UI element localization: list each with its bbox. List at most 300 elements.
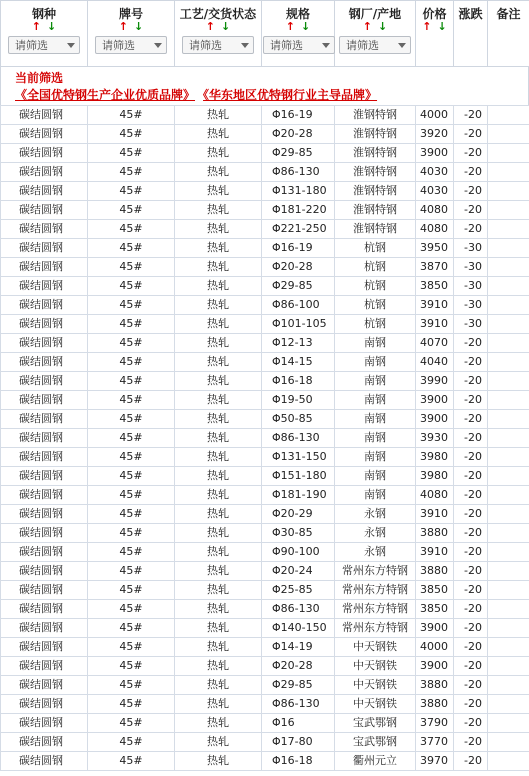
cell-steel_type: 碳结圆钢 [1, 467, 88, 486]
cell-process: 热轧 [175, 220, 262, 239]
cell-price: 3910 [416, 296, 454, 315]
cell-grade: 45# [88, 695, 175, 714]
cell-grade: 45# [88, 372, 175, 391]
cell-note [488, 334, 529, 353]
sort-desc-icon[interactable]: ↓ [437, 20, 447, 33]
cell-note [488, 657, 529, 676]
cell-note [488, 201, 529, 220]
cell-steel_type: 碳结圆钢 [1, 315, 88, 334]
header-title: 规格 [285, 7, 310, 21]
cell-grade: 45# [88, 638, 175, 657]
cell-note [488, 220, 529, 239]
cell-mill: 南钢 [335, 486, 416, 505]
cell-process: 热轧 [175, 638, 262, 657]
cell-process: 热轧 [175, 752, 262, 771]
cell-process: 热轧 [175, 125, 262, 144]
cell-change: -20 [454, 448, 488, 467]
table-row [1, 372, 529, 391]
cell-steel_type: 碳结圆钢 [1, 277, 88, 296]
cell-change: -20 [454, 695, 488, 714]
filter-links [15, 86, 528, 103]
cell-process: 热轧 [175, 239, 262, 258]
cell-mill: 淮钢特钢 [335, 144, 416, 163]
cell-spec: Φ181-190 [262, 486, 335, 505]
cell-spec: Φ140-150 [262, 619, 335, 638]
cell-process: 热轧 [175, 657, 262, 676]
cell-steel_type: 碳结圆钢 [1, 201, 88, 220]
cell-grade: 45# [88, 543, 175, 562]
cell-steel_type: 碳结圆钢 [1, 752, 88, 771]
cell-note [488, 163, 529, 182]
cell-process: 热轧 [175, 277, 262, 296]
cell-spec: Φ20-28 [262, 125, 335, 144]
cell-change: -20 [454, 657, 488, 676]
cell-steel_type: 碳结圆钢 [1, 448, 88, 467]
cell-change: -20 [454, 676, 488, 695]
cell-steel_type: 碳结圆钢 [1, 144, 88, 163]
cell-mill: 南钢 [335, 410, 416, 429]
cell-note [488, 581, 529, 600]
cell-mill: 淮钢特钢 [335, 182, 416, 201]
sort-desc-icon[interactable]: ↓ [301, 20, 311, 33]
cell-change: -20 [454, 505, 488, 524]
table-row [1, 714, 529, 733]
cell-change: -20 [454, 106, 488, 125]
cell-spec: Φ86-130 [262, 429, 335, 448]
cell-change: -20 [454, 334, 488, 353]
cell-change: -20 [454, 372, 488, 391]
cell-price: 3880 [416, 562, 454, 581]
table-row [1, 144, 529, 163]
cell-steel_type: 碳结圆钢 [1, 258, 88, 277]
cell-note [488, 733, 529, 752]
cell-spec: Φ14-15 [262, 353, 335, 372]
cell-price: 3930 [416, 429, 454, 448]
cell-process: 热轧 [175, 182, 262, 201]
cell-process: 热轧 [175, 353, 262, 372]
cell-mill: 宝武鄂钢 [335, 733, 416, 752]
cell-note [488, 524, 529, 543]
cell-process: 热轧 [175, 562, 262, 581]
cell-mill: 中天钢铁 [335, 657, 416, 676]
cell-spec: Φ181-220 [262, 201, 335, 220]
table-row [1, 182, 529, 201]
cell-spec: Φ16-19 [262, 106, 335, 125]
cell-spec: Φ29-85 [262, 676, 335, 695]
table-row [1, 353, 529, 372]
cell-change: -20 [454, 353, 488, 372]
cell-change: -30 [454, 315, 488, 334]
cell-price: 3770 [416, 733, 454, 752]
cell-mill: 杭钢 [335, 258, 416, 277]
cell-mill: 中天钢铁 [335, 676, 416, 695]
cell-process: 热轧 [175, 695, 262, 714]
table-row [1, 258, 529, 277]
cell-change: -20 [454, 638, 488, 657]
header-title: 钢厂/产地 [348, 7, 402, 21]
cell-price: 3910 [416, 505, 454, 524]
cell-spec: Φ90-100 [262, 543, 335, 562]
cell-process: 热轧 [175, 733, 262, 752]
cell-price: 4030 [416, 163, 454, 182]
cell-steel_type: 碳结圆钢 [1, 714, 88, 733]
cell-spec: Φ20-29 [262, 505, 335, 524]
cell-process: 热轧 [175, 619, 262, 638]
cell-steel_type: 碳结圆钢 [1, 733, 88, 752]
cell-process: 热轧 [175, 486, 262, 505]
cell-steel_type: 碳结圆钢 [1, 391, 88, 410]
cell-note [488, 486, 529, 505]
cell-change: -20 [454, 486, 488, 505]
cell-change: -20 [454, 752, 488, 771]
cell-mill: 杭钢 [335, 296, 416, 315]
cell-process: 热轧 [175, 581, 262, 600]
cell-price: 3920 [416, 125, 454, 144]
cell-change: -20 [454, 144, 488, 163]
header-process [175, 1, 262, 67]
cell-price: 3880 [416, 524, 454, 543]
sort-asc-icon[interactable]: ↑ [118, 20, 128, 33]
cell-grade: 45# [88, 315, 175, 334]
header-title: 涨跌 [458, 7, 483, 21]
sort-asc-icon[interactable]: ↑ [422, 20, 432, 33]
cell-steel_type: 碳结圆钢 [1, 619, 88, 638]
cell-process: 热轧 [175, 714, 262, 733]
cell-change: -20 [454, 524, 488, 543]
header-title: 价格 [422, 7, 447, 21]
cell-note [488, 467, 529, 486]
cell-note [488, 505, 529, 524]
filter-select-process[interactable]: 请筛选 [182, 36, 254, 54]
cell-price: 3900 [416, 410, 454, 429]
cell-price: 4000 [416, 638, 454, 657]
filter-select-mill[interactable]: 请筛选 [339, 36, 411, 54]
chevron-down-icon [241, 43, 249, 48]
cell-mill: 衢州元立 [335, 752, 416, 771]
cell-mill: 淮钢特钢 [335, 106, 416, 125]
cell-steel_type: 碳结圆钢 [1, 562, 88, 581]
cell-price: 3950 [416, 239, 454, 258]
cell-process: 热轧 [175, 429, 262, 448]
header-mill [335, 1, 416, 67]
cell-process: 热轧 [175, 524, 262, 543]
cell-note [488, 543, 529, 562]
cell-change: -20 [454, 391, 488, 410]
cell-grade: 45# [88, 410, 175, 429]
filter-select-steel-type[interactable]: 请筛选 [8, 36, 80, 54]
cell-mill: 南钢 [335, 448, 416, 467]
header-title: 牌号 [118, 7, 143, 21]
table-row [1, 201, 529, 220]
cell-spec: Φ12-13 [262, 334, 335, 353]
cell-change: -20 [454, 429, 488, 448]
table-row [1, 106, 529, 125]
cell-spec: Φ20-28 [262, 258, 335, 277]
cell-process: 热轧 [175, 315, 262, 334]
cell-grade: 45# [88, 714, 175, 733]
cell-spec: Φ29-85 [262, 277, 335, 296]
table-row [1, 410, 529, 429]
cell-steel_type: 碳结圆钢 [1, 657, 88, 676]
cell-steel_type: 碳结圆钢 [1, 334, 88, 353]
sort-desc-icon[interactable]: ↓ [221, 20, 231, 33]
cell-process: 热轧 [175, 391, 262, 410]
cell-grade: 45# [88, 486, 175, 505]
cell-spec: Φ131-180 [262, 182, 335, 201]
cell-process: 热轧 [175, 676, 262, 695]
cell-price: 3790 [416, 714, 454, 733]
sort-asc-icon[interactable]: ↑ [285, 20, 295, 33]
cell-mill: 淮钢特钢 [335, 220, 416, 239]
cell-spec: Φ151-180 [262, 467, 335, 486]
cell-note [488, 315, 529, 334]
cell-price: 4070 [416, 334, 454, 353]
cell-price: 3980 [416, 467, 454, 486]
cell-price: 3900 [416, 619, 454, 638]
cell-spec: Φ86-130 [262, 163, 335, 182]
cell-note [488, 372, 529, 391]
cell-change: -20 [454, 125, 488, 144]
cell-spec: Φ14-19 [262, 638, 335, 657]
cell-grade: 45# [88, 239, 175, 258]
cell-mill: 南钢 [335, 372, 416, 391]
sort-asc-icon[interactable]: ↑ [31, 20, 41, 33]
cell-note [488, 600, 529, 619]
cell-spec: Φ30-85 [262, 524, 335, 543]
filter-select-spec[interactable]: 请筛选 [263, 36, 335, 54]
cell-note [488, 638, 529, 657]
cell-steel_type: 碳结圆钢 [1, 372, 88, 391]
cell-steel_type: 碳结圆钢 [1, 410, 88, 429]
cell-note [488, 676, 529, 695]
cell-process: 热轧 [175, 448, 262, 467]
cell-spec: Φ20-24 [262, 562, 335, 581]
cell-price: 4040 [416, 353, 454, 372]
cell-note [488, 353, 529, 372]
header-row [1, 1, 529, 67]
cell-steel_type: 碳结圆钢 [1, 695, 88, 714]
cell-process: 热轧 [175, 258, 262, 277]
cell-process: 热轧 [175, 467, 262, 486]
cell-note [488, 125, 529, 144]
table-row [1, 296, 529, 315]
cell-mill: 南钢 [335, 353, 416, 372]
table-row [1, 638, 529, 657]
cell-grade: 45# [88, 201, 175, 220]
filter-link-national-brands[interactable]: 《全国优特钢生产企业优质品牌》 [15, 88, 196, 102]
cell-price: 3910 [416, 315, 454, 334]
cell-change: -20 [454, 201, 488, 220]
cell-mill: 南钢 [335, 391, 416, 410]
cell-price: 3910 [416, 543, 454, 562]
table-row [1, 524, 529, 543]
cell-price: 4000 [416, 106, 454, 125]
cell-grade: 45# [88, 391, 175, 410]
table-row [1, 543, 529, 562]
cell-grade: 45# [88, 505, 175, 524]
cell-spec: Φ25-85 [262, 581, 335, 600]
cell-spec: Φ86-130 [262, 695, 335, 714]
cell-price: 3900 [416, 144, 454, 163]
cell-steel_type: 碳结圆钢 [1, 353, 88, 372]
cell-mill: 中天钢铁 [335, 695, 416, 714]
table-row [1, 277, 529, 296]
cell-steel_type: 碳结圆钢 [1, 505, 88, 524]
cell-process: 热轧 [175, 201, 262, 220]
cell-note [488, 448, 529, 467]
cell-change: -20 [454, 220, 488, 239]
table-row [1, 581, 529, 600]
cell-grade: 45# [88, 429, 175, 448]
cell-grade: 45# [88, 562, 175, 581]
chevron-down-icon [154, 43, 162, 48]
cell-steel_type: 碳结圆钢 [1, 524, 88, 543]
cell-process: 热轧 [175, 505, 262, 524]
cell-steel_type: 碳结圆钢 [1, 543, 88, 562]
cell-process: 热轧 [175, 600, 262, 619]
cell-grade: 45# [88, 752, 175, 771]
cell-price: 3850 [416, 581, 454, 600]
cell-process: 热轧 [175, 296, 262, 315]
cell-note [488, 182, 529, 201]
header-table [0, 0, 529, 67]
cell-note [488, 391, 529, 410]
cell-mill: 淮钢特钢 [335, 163, 416, 182]
cell-mill: 永钢 [335, 543, 416, 562]
header-change [454, 1, 488, 67]
table-row [1, 163, 529, 182]
cell-spec: Φ20-28 [262, 657, 335, 676]
cell-grade: 45# [88, 106, 175, 125]
cell-steel_type: 碳结圆钢 [1, 486, 88, 505]
cell-note [488, 619, 529, 638]
cell-grade: 45# [88, 334, 175, 353]
table-row [1, 315, 529, 334]
cell-mill: 淮钢特钢 [335, 125, 416, 144]
sort-desc-icon[interactable]: ↓ [134, 20, 144, 33]
cell-change: -20 [454, 619, 488, 638]
sort-desc-icon[interactable]: ↓ [47, 20, 57, 33]
cell-grade: 45# [88, 258, 175, 277]
cell-mill: 常州东方特钢 [335, 619, 416, 638]
cell-change: -30 [454, 258, 488, 277]
cell-grade: 45# [88, 448, 175, 467]
cell-process: 热轧 [175, 163, 262, 182]
cell-process: 热轧 [175, 372, 262, 391]
sort-asc-icon[interactable]: ↑ [205, 20, 215, 33]
cell-price: 4080 [416, 201, 454, 220]
cell-note [488, 752, 529, 771]
table-row [1, 619, 529, 638]
header-title: 备注 [496, 7, 521, 21]
cell-price: 4080 [416, 220, 454, 239]
cell-grade: 45# [88, 220, 175, 239]
cell-mill: 南钢 [335, 429, 416, 448]
cell-steel_type: 碳结圆钢 [1, 429, 88, 448]
cell-grade: 45# [88, 657, 175, 676]
cell-steel_type: 碳结圆钢 [1, 163, 88, 182]
cell-note [488, 429, 529, 448]
cell-grade: 45# [88, 353, 175, 372]
cell-spec: Φ29-85 [262, 144, 335, 163]
sort-asc-icon[interactable]: ↑ [362, 20, 372, 33]
cell-mill: 淮钢特钢 [335, 201, 416, 220]
cell-spec: Φ86-130 [262, 600, 335, 619]
cell-spec: Φ16 [262, 714, 335, 733]
cell-grade: 45# [88, 676, 175, 695]
header-price [416, 1, 454, 67]
header-grade [88, 1, 175, 67]
cell-steel_type: 碳结圆钢 [1, 296, 88, 315]
cell-mill: 杭钢 [335, 239, 416, 258]
table-row [1, 657, 529, 676]
cell-spec: Φ16-19 [262, 239, 335, 258]
cell-process: 热轧 [175, 543, 262, 562]
chevron-down-icon [398, 43, 406, 48]
cell-mill: 杭钢 [335, 315, 416, 334]
cell-grade: 45# [88, 144, 175, 163]
cell-grade: 45# [88, 600, 175, 619]
table-row [1, 733, 529, 752]
cell-price: 3900 [416, 657, 454, 676]
cell-price: 4030 [416, 182, 454, 201]
cell-mill: 常州东方特钢 [335, 600, 416, 619]
cell-mill: 宝武鄂钢 [335, 714, 416, 733]
table-row [1, 486, 529, 505]
header-title: 钢种 [31, 7, 56, 21]
cell-grade: 45# [88, 163, 175, 182]
cell-process: 热轧 [175, 144, 262, 163]
filter-link-east-china-brands[interactable]: 《华东地区优特钢行业主导品牌》 [203, 88, 378, 102]
table-row [1, 429, 529, 448]
cell-mill: 永钢 [335, 524, 416, 543]
header-note [488, 1, 529, 67]
cell-mill: 永钢 [335, 505, 416, 524]
cell-mill: 中天钢铁 [335, 638, 416, 657]
cell-note [488, 239, 529, 258]
table-row [1, 600, 529, 619]
sort-desc-icon[interactable]: ↓ [378, 20, 388, 33]
cell-process: 热轧 [175, 106, 262, 125]
header-spec [262, 1, 335, 67]
cell-change: -20 [454, 182, 488, 201]
cell-note [488, 410, 529, 429]
table-row [1, 220, 529, 239]
filter-select-grade[interactable]: 请筛选 [95, 36, 167, 54]
cell-steel_type: 碳结圆钢 [1, 239, 88, 258]
cell-price: 3850 [416, 600, 454, 619]
cell-note [488, 106, 529, 125]
cell-mill: 常州东方特钢 [335, 581, 416, 600]
cell-change: -20 [454, 714, 488, 733]
table-row [1, 562, 529, 581]
cell-steel_type: 碳结圆钢 [1, 220, 88, 239]
cell-price: 4080 [416, 486, 454, 505]
cell-spec: Φ131-150 [262, 448, 335, 467]
cell-change: -30 [454, 239, 488, 258]
cell-change: -20 [454, 467, 488, 486]
cell-price: 3870 [416, 258, 454, 277]
table-row [1, 695, 529, 714]
header-steel-type [1, 1, 88, 67]
cell-grade: 45# [88, 524, 175, 543]
cell-note [488, 695, 529, 714]
cell-price: 3880 [416, 676, 454, 695]
cell-change: -30 [454, 296, 488, 315]
cell-price: 3880 [416, 695, 454, 714]
cell-steel_type: 碳结圆钢 [1, 600, 88, 619]
cell-steel_type: 碳结圆钢 [1, 638, 88, 657]
